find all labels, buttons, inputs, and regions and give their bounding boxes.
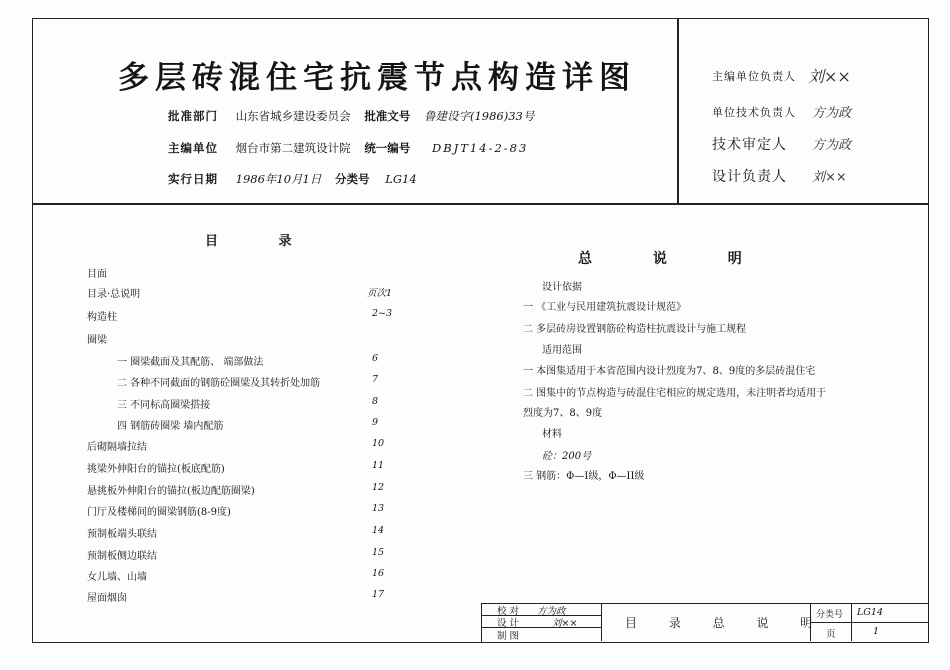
signature-role: 单位技术负责人 xyxy=(712,106,796,119)
meta-label: 主编单位 xyxy=(168,141,218,155)
meta-label: 实行日期 xyxy=(168,172,218,186)
signature-name: 刘×× xyxy=(812,170,847,185)
toc-item-page: 15 xyxy=(372,547,385,558)
toc-item-text: 门厅及楼梯间的圈梁钢筋(8-9度) xyxy=(87,507,231,518)
signature-divider xyxy=(677,18,679,204)
toc-item-page: 14 xyxy=(372,525,385,536)
note-line: 适用范围 xyxy=(542,345,582,356)
toc-item xyxy=(87,438,387,453)
toc-item xyxy=(87,396,417,411)
notes-title: 总 说 明 xyxy=(578,251,770,267)
meta-label: 批准文号 xyxy=(364,109,411,123)
page-label: 页 xyxy=(826,629,836,640)
signature-role: 技术审定人 xyxy=(712,137,787,153)
header-divider xyxy=(32,203,929,205)
signature-name: 方为政 xyxy=(812,138,852,153)
note-line: 设计依据 xyxy=(542,282,582,293)
toc-item xyxy=(87,308,393,323)
signature-role: 设计负责人 xyxy=(712,169,787,185)
toc-item-page: 17 xyxy=(372,589,385,600)
drawing-title: 多层砖混住宅抗震节点构造详图 xyxy=(118,60,636,96)
meta-date xyxy=(168,171,417,187)
toc-item-page: 11 xyxy=(372,460,385,471)
toc-item-page: 16 xyxy=(372,568,385,579)
meta-value: 山东省城乡建设委员会 xyxy=(235,109,351,123)
note-line: 三 钢筋：Φ—I级，Φ—II级 xyxy=(523,471,645,482)
meta-editor xyxy=(168,140,528,156)
toc-item xyxy=(87,374,417,389)
page-value: 1 xyxy=(873,626,880,637)
toc-item-page: 7 xyxy=(372,374,379,385)
note-line: 二 图集中的节点构造与砖混住宅相应的规定选用，未注明者均适用于 xyxy=(523,388,827,399)
note-line: 烈度为7、8、9度 xyxy=(523,408,603,419)
toc-item-text: 挑梁外伸阳台的锚拉(板底配筋) xyxy=(87,464,225,475)
toc-item-text: 圈梁 xyxy=(87,335,107,346)
toc-item xyxy=(87,353,417,368)
sheet-title: 目 录 总 说 明 xyxy=(625,616,827,630)
toc-item-text: 三 不同标高圈梁搭接 xyxy=(117,400,211,411)
toc-item-page: 8 xyxy=(372,396,379,407)
meta-value: 1986年10月1日 xyxy=(235,172,322,186)
title-block-label: 设 计 xyxy=(497,618,520,629)
toc-item-page: 2~3 xyxy=(372,308,393,319)
toc-item xyxy=(87,482,387,497)
toc-item xyxy=(87,589,387,604)
meta-label: 批准部门 xyxy=(168,109,218,123)
title-block-name: 刘×× xyxy=(552,618,578,629)
toc-item-text: 预制板端头联结 xyxy=(87,529,157,540)
toc-item-text: 构造柱 xyxy=(87,312,117,323)
toc-item-page: 页次1 xyxy=(367,288,393,299)
signature-role: 主编单位负责人 xyxy=(712,70,796,83)
signature-name: 刘×× xyxy=(808,67,851,86)
toc-item-text: 后砌隔墙拉结 xyxy=(87,442,147,453)
toc-title: 目 录 xyxy=(205,234,320,249)
toc-item-text: 屋面烟囱 xyxy=(87,593,127,604)
toc-item xyxy=(87,460,387,475)
toc-item xyxy=(87,331,387,346)
note-line: 一 本图集适用于本省范围内设计烈度为7、8、9度的多层砖混住宅 xyxy=(523,366,816,377)
title-block-name: 方为政 xyxy=(537,606,566,617)
meta-label: 统一编号 xyxy=(364,141,411,155)
toc-item xyxy=(87,265,387,280)
toc-item-text: 预制板侧边联结 xyxy=(87,551,157,562)
meta-approver xyxy=(168,108,534,124)
toc-item xyxy=(87,417,417,432)
toc-item xyxy=(87,525,387,540)
toc-item-page: 13 xyxy=(372,503,385,514)
class-number-label: 分类号 xyxy=(816,610,844,620)
toc-item-text: 女儿墙、山墙 xyxy=(87,572,147,583)
title-block-label: 校 对 xyxy=(497,606,520,617)
toc-item-page: 6 xyxy=(372,353,379,364)
title-block-label: 制 图 xyxy=(497,631,520,642)
toc-item-text: 一 圈梁截面及其配筋、 端部做法 xyxy=(117,357,264,368)
toc-item-text: 目录·总说明 xyxy=(87,289,141,300)
toc-item xyxy=(87,547,387,562)
note-line: 二 多层砖房设置钢筋砼构造柱抗震设计与施工规程 xyxy=(523,324,747,335)
toc-item-text: 二 各种不同截面的钢筋砼圈梁及其转折处加筋 xyxy=(117,378,321,389)
toc-item-text: 四 钢筋砖圈梁 墙内配筋 xyxy=(117,421,224,432)
meta-value: DBJT14-2-83 xyxy=(431,141,529,155)
meta-value: 鲁建设字(1986)33号 xyxy=(423,109,535,123)
toc-item-page: 12 xyxy=(372,482,385,493)
note-line: 材料 xyxy=(542,429,562,440)
title-block-divider xyxy=(810,622,928,623)
title-block-divider xyxy=(601,603,602,641)
meta-label: 分类号 xyxy=(335,172,370,186)
note-line: 砼：200号 xyxy=(542,451,592,462)
toc-item-page: 10 xyxy=(372,438,385,449)
note-line: 一 《工业与民用建筑抗震设计规范》 xyxy=(523,302,687,313)
toc-item xyxy=(87,503,387,518)
toc-item-text: 悬挑板外伸阳台的锚拉(板边配筋圈梁) xyxy=(87,486,255,497)
toc-item xyxy=(87,285,393,300)
class-number-value: LG14 xyxy=(857,607,883,618)
meta-value: 烟台市第二建筑设计院 xyxy=(235,141,351,155)
toc-item-text: 目面 xyxy=(87,269,107,280)
signature-name: 方为政 xyxy=(812,106,852,121)
toc-item xyxy=(87,568,387,583)
meta-value: LG14 xyxy=(385,172,417,186)
toc-item-page: 9 xyxy=(372,417,379,428)
